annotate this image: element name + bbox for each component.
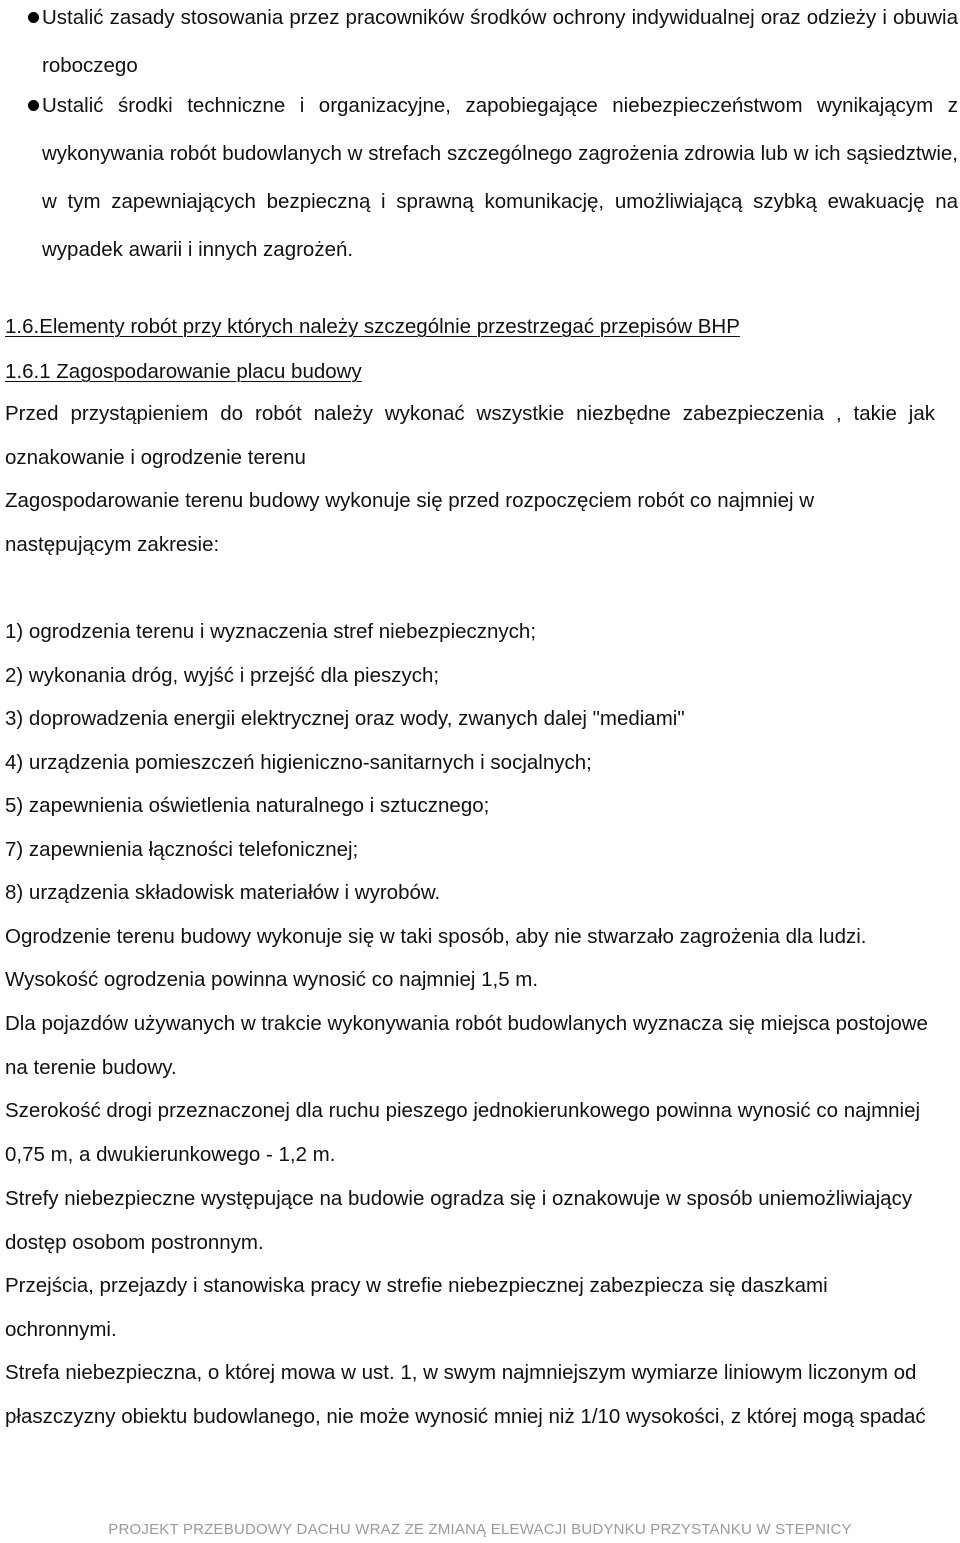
subsection-heading: 1.6.1 Zagospodarowanie placu budowy <box>5 360 362 383</box>
list-item: 8) urządzenia składowisk materiałów i wyrobów. <box>5 881 441 904</box>
list-item: 1) ogrodzenia terenu i wyznaczenia stref niebezpiecznych; <box>5 620 537 643</box>
intro-paragraph: Przed przystąpieniem do robót należy wykonać wszystkie niezbędne zabezpieczenia , takie jak oznakowanie i ogrodzenie terenu <box>5 402 935 469</box>
body-paragraph: Ogrodzenie terenu budowy wykonuje się w taki sposób, aby nie stwarzało zagrożenia dla ludzi. <box>5 925 867 948</box>
body-paragraph: Wysokość ogrodzenia powinna wynosić co najmniej 1,5 m. <box>5 968 539 991</box>
bullet-dot-icon <box>28 12 39 23</box>
body-paragraph: Strefa niebezpieczna, o której mowa w ust. 1, w swym najmniejszym wymiarze liniowym liczonym od płaszczyzny obiektu budowlanego, nie może wynosić mniej niż 1/10 wysokości, z której mogą spadać <box>5 1361 926 1428</box>
list-item: 7) zapewnienia łączności telefonicznej; <box>5 837 359 861</box>
bullet-dot-icon <box>28 100 39 111</box>
body-paragraph: Dla pojazdów używanych w trakcie wykonywania robót budowlanych wyznacza się miejsca postojowe na terenie budowy. <box>5 1012 928 1079</box>
body-paragraph: Szerokość drogi przeznaczonej dla ruchu pieszego jednokierunkowego powinna wynosić co najmniej 0,75 m, a dwukierunkowego - 1,2 m. <box>5 1099 921 1166</box>
section-heading: 1.6.Elementy robót przy których należy szczególnie przestrzegać przepisów BHP <box>5 315 740 338</box>
intro-paragraph: Zagospodarowanie terenu budowy wykonuje się przed rozpoczęciem robót co najmniej w następującym zakresie: <box>5 489 815 556</box>
page-footer: PROJEKT PRZEBUDOWY DACHU WRAZ ZE ZMIANĄ ELEWACJI BUDYNKU PRZYSTANKU W STEPNICY <box>108 1521 852 1538</box>
list-item: 2) wykonania dróg, wyjść i przejść dla pieszych; <box>5 663 440 687</box>
body-paragraph: Przejścia, przejazdy i stanowiska pracy w strefie niebezpiecznej zabezpiecza się daszkami ochronnymi. <box>5 1274 828 1341</box>
bullet-text: Ustalić środki techniczne i organizacyjne, zapobiegające niebezpieczeństwom wynikającym z wykonywania robót budowlanych w strefach szczególnego zagrożenia zdrowia lub w ich sąsiedztwie, w tym zapewniających bezpieczną i sprawną komunikację, umożliwiającą szybką ewakuację na wypadek awarii i innych zagrożeń. <box>42 94 958 261</box>
bullet-text: Ustalić zasady stosowania przez pracowników środków ochrony indywidualnej oraz odzieży i obuwia roboczego <box>42 6 958 77</box>
bullet-item-ppe <box>42 0 958 90</box>
scope-list <box>5 610 685 915</box>
list-item: 4) urządzenia pomieszczeń higieniczno-sanitarnych i socjalnych; <box>5 750 592 774</box>
bullet-item-technical-measures <box>42 82 958 274</box>
list-item: 5) zapewnienia oświetlenia naturalnego i sztucznego; <box>5 794 490 817</box>
body-paragraph: Strefy niebezpieczne występujące na budowie ogradza się i oznakowuje w sposób uniemożliwiający dostęp osobom postronnym. <box>5 1187 913 1254</box>
list-item: 3) doprowadzenia energii elektrycznej oraz wody, zwanych dalej "mediami" <box>5 707 685 730</box>
